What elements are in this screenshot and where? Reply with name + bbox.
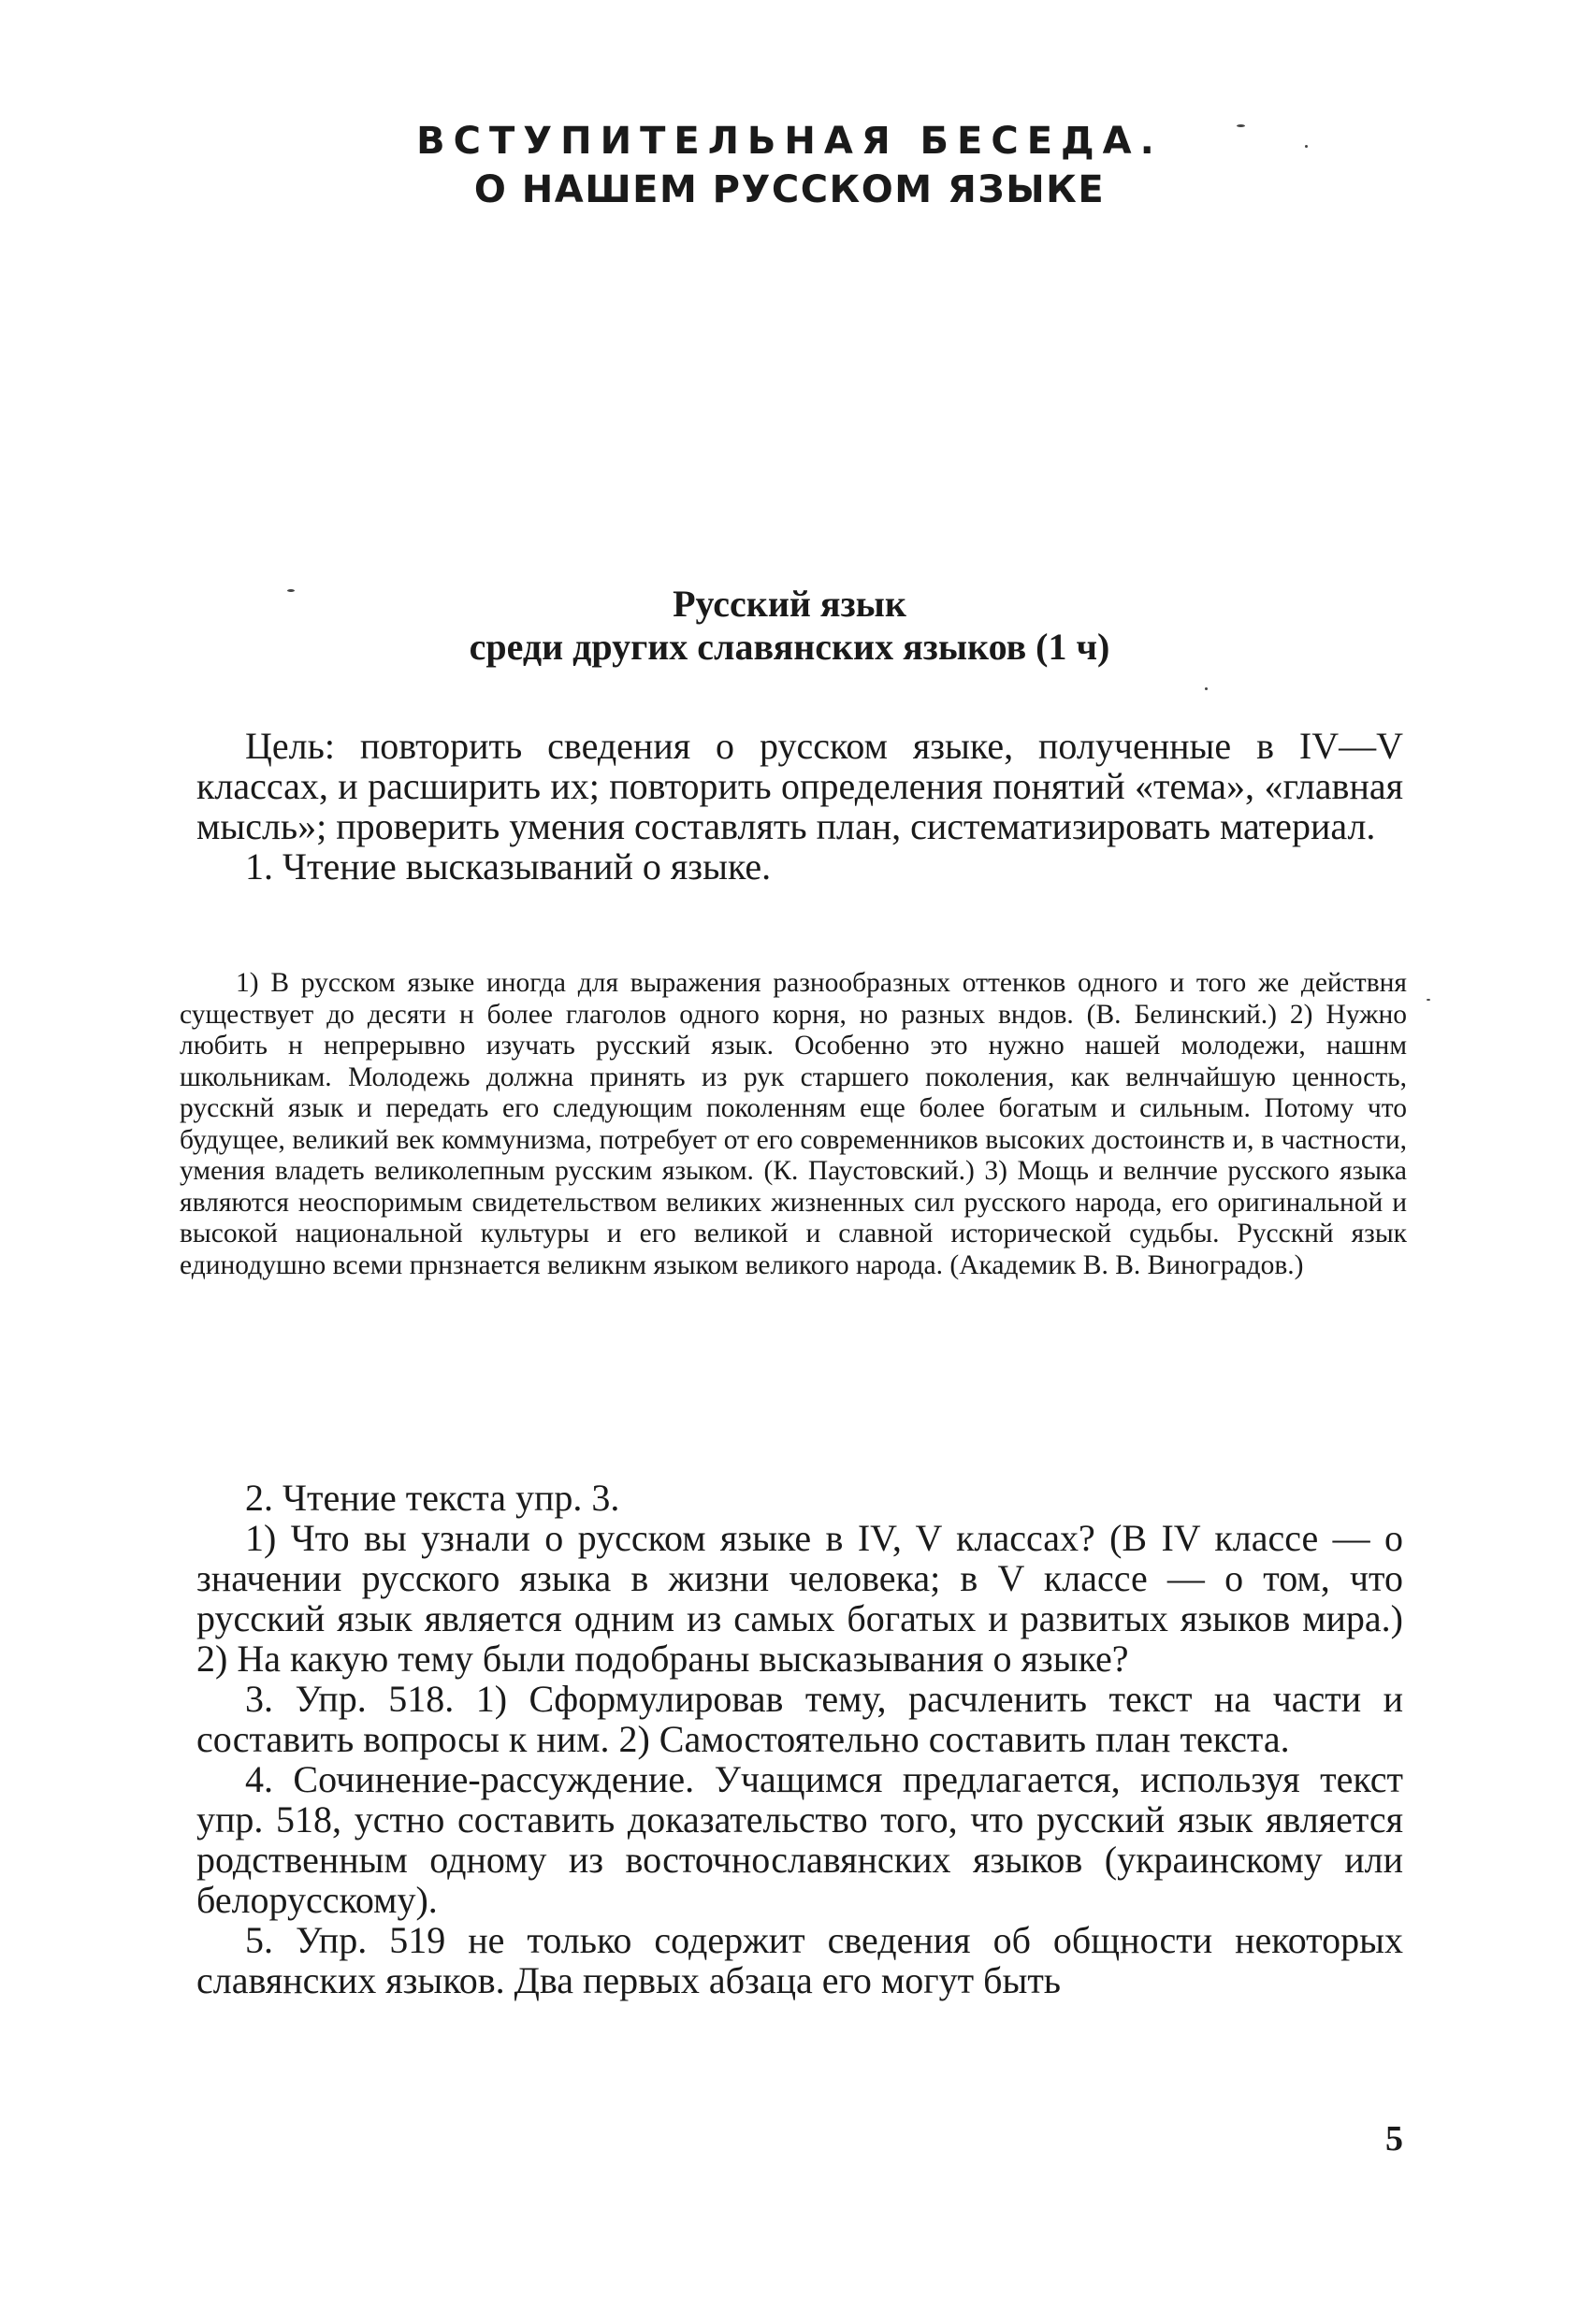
section-title-line2: среди других славянских языков (1 ч) xyxy=(469,626,1110,668)
chapter-title-line2: О НАШЕМ РУССКОМ ЯЗЫКЕ xyxy=(473,168,1106,211)
section-title-line1: Русский язык xyxy=(673,583,906,625)
tasks-block xyxy=(196,1478,1403,2000)
scan-speck xyxy=(1205,687,1208,690)
scan-speck xyxy=(1237,124,1245,127)
goal-paragraph: Цель: повторить сведения о русском языке, полученные в IV—V классах, и расширить их; повторить определения понятий «тема», «главная мысль»; проверить умения составлять план, систематизировать материал. xyxy=(196,725,1403,847)
chapter-title-line1: ВСТУПИТЕЛЬНАЯ БЕСЕДА. xyxy=(416,120,1163,163)
goal-block xyxy=(196,726,1403,887)
step-1: 1. Чтение высказываний о языке. xyxy=(245,845,772,888)
step-2-questions: 1) Что вы узнали о русском языке в IV, V классах? (В IV классе — о значении русского языка в жизни человека; в V классе — о том, что русский язык является одним из самых богатых и развитых языков мира.) 2) На какую тему были подобраны высказывания о языке? xyxy=(196,1517,1403,1680)
step-5: 5. Упр. 519 не только содержит сведения об общности некоторых славянских языков. Два первых абзаца его могут быть xyxy=(196,1919,1403,2001)
step-2: 2. Чтение текста упр. 3. xyxy=(245,1477,620,1519)
page-number: 5 xyxy=(1385,2119,1403,2158)
step-3: 3. Упр. 518. 1) Сформулировав тему, расчленить текст на части и составить вопросы к ним. 2) Самостоятельно составить план текста. xyxy=(196,1678,1403,1760)
scan-speck xyxy=(287,589,295,592)
scan-speck xyxy=(1427,999,1430,1001)
quotes-block xyxy=(180,968,1407,1281)
scan-speck xyxy=(1305,145,1308,148)
step-4: 4. Сочинение-рассуждение. Учащимся предлагается, используя текст упр. 518, устно составить доказательство того, что русский язык является родственным одному из восточнославянских языков (украинскому или белорусскому). xyxy=(196,1758,1403,1921)
quotes-paragraph: 1) В русском языке иногда для выражения разнообразных оттенков одного и того же действня существует до десяти н более глаголов одного корня, но разных вндов. (В. Белинский.) 2) Нужно любить н непрерывно изучать русский язык. Особенно это нужно нашей молодежи, нашнм школьникам. Молодежь должна принять из рук старшего поколения, как велнчайшую ценность, русскнй язык и передать его следующим поколенням еще более богатым и сильным. Потому что будущее, великий век коммунизма, потребует от его современников высоких достоинств и, в частности, умения владеть великолепным русским языком. (К. Паустовский.) 3) Мощь и велнчие русского языка являются неоспоримым свидетельством великих жизненных сил русского народа, его оригинальной и высокой национальной культуры и его великой и славной исторической судьбы. Русскнй язык единодушно всеми прнзнается великнм языком великого народа. (Академик В. В. Виноградов.) xyxy=(180,968,1407,1280)
